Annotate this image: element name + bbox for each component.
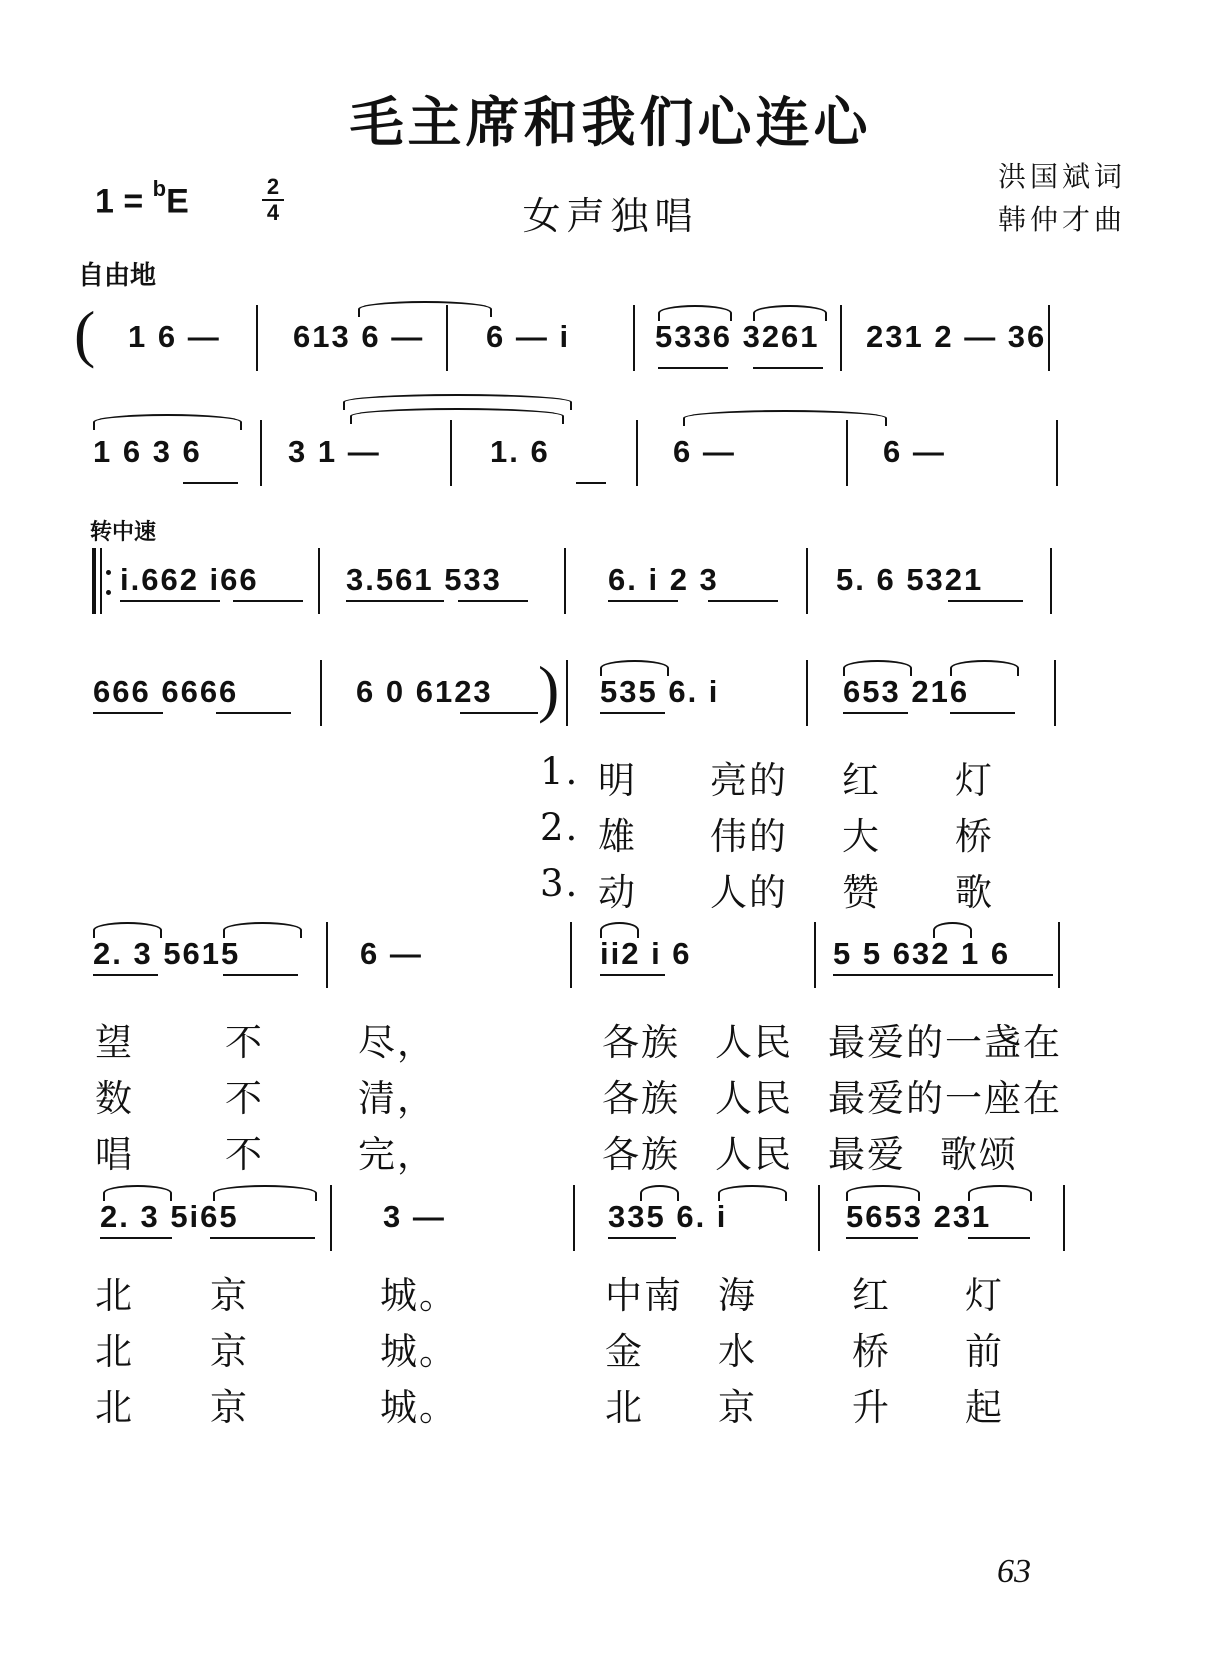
- tempo-mark-intro: 自由地: [78, 261, 157, 291]
- lyric-syllable: 不: [225, 1077, 264, 1120]
- lyric-syllable: 不: [225, 1021, 264, 1064]
- lyric-syllable: 明: [598, 759, 637, 802]
- repeat-dot: [106, 590, 111, 595]
- bar-line: [450, 420, 452, 486]
- lyric-syllable: 北: [95, 1386, 134, 1429]
- lyric-syllable: 灯: [965, 1274, 1004, 1317]
- lyric-syllable: 前: [965, 1330, 1004, 1373]
- bar-line: [1063, 1185, 1065, 1251]
- repeat-dot: [106, 570, 111, 575]
- bar-line: [840, 305, 842, 371]
- measure: 653 216: [843, 674, 970, 709]
- lyric-syllable: 3.: [540, 862, 580, 905]
- bar-line: [1056, 420, 1058, 486]
- bar-line: [564, 548, 566, 614]
- beam-underline: [608, 1237, 676, 1239]
- lyric-syllable: 歌: [955, 871, 994, 914]
- bar-line: [326, 922, 328, 988]
- lyric-syllable: 最爱: [828, 1133, 906, 1176]
- bar-line: [1058, 922, 1060, 988]
- measure: i.662 i66: [120, 562, 259, 597]
- lyric-syllable: 完，: [358, 1133, 436, 1176]
- beam-underline: [216, 712, 291, 714]
- measure: 2. 3 5i65: [100, 1199, 239, 1234]
- performance-type: 女声独唱: [522, 194, 699, 238]
- score-system-2: [88, 420, 1138, 494]
- beam-underline: [658, 367, 728, 369]
- measure: 6 — i: [486, 319, 571, 354]
- bar-line: [570, 922, 572, 988]
- beam-underline: [843, 712, 908, 714]
- beam-underline: [968, 1237, 1030, 1239]
- lyrics-block-1: [0, 750, 1221, 930]
- lyricist-credit: 洪国斌词: [997, 160, 1126, 193]
- score-system-1: [74, 298, 1138, 379]
- lyric-syllable: 红: [842, 759, 881, 802]
- lyric-syllable: 城。: [380, 1386, 458, 1429]
- measure: 3 1 —: [288, 434, 381, 469]
- time-signature: 2 4: [258, 175, 288, 225]
- bar-line: [573, 1185, 575, 1251]
- beam-underline: [233, 600, 303, 602]
- beam-underline: [460, 712, 538, 714]
- measure: ii2 i 6: [600, 936, 692, 971]
- measure: 6 —: [673, 434, 736, 469]
- lyric-syllable: 各族: [602, 1077, 680, 1120]
- measure: 6 0 6123: [356, 674, 493, 709]
- beam-underline: [846, 1237, 918, 1239]
- lyric-syllable: 大: [842, 815, 881, 858]
- bar-line: [633, 305, 635, 371]
- slur-arc: [350, 408, 564, 424]
- lyric-syllable: 人民: [715, 1077, 793, 1120]
- bar-line: [806, 548, 808, 614]
- beam-underline: [100, 1237, 172, 1239]
- lyric-syllable: 人民: [715, 1133, 793, 1176]
- lyric-syllable: 1.: [540, 750, 580, 793]
- measure: 5336 3261: [655, 319, 820, 354]
- beam-underline: [93, 974, 158, 976]
- beam-underline: [753, 367, 823, 369]
- lyric-syllable: 京: [210, 1330, 249, 1373]
- page-title: 毛主席和我们心连心: [349, 91, 872, 154]
- slur-arc: [718, 1185, 787, 1201]
- slur-arc: [683, 410, 887, 426]
- bar-line: [846, 420, 848, 486]
- lyric-syllable: 北: [605, 1386, 644, 1429]
- beam-underline: [576, 482, 606, 484]
- beam-underline: [950, 712, 1015, 714]
- measure: 1 6 3 6: [93, 434, 202, 469]
- measure: 5. 6 5321: [836, 562, 984, 597]
- bar-line: [566, 660, 568, 726]
- lyric-syllable: 不: [225, 1133, 264, 1176]
- beam-underline: [600, 712, 665, 714]
- bar-line: [320, 660, 322, 726]
- bar-line: [446, 305, 448, 371]
- measure: 3.561 533: [346, 562, 502, 597]
- score-system-6: [88, 1185, 1138, 1259]
- key-signature: 1 = $^b$E: [95, 176, 189, 221]
- measure: 5653 231: [846, 1199, 992, 1234]
- bar-line: [260, 420, 262, 486]
- measure: 2. 3 5615: [93, 936, 241, 971]
- tempo-mark-change: 转中速: [90, 520, 157, 545]
- slur-arc: [93, 414, 242, 430]
- bar-line: [100, 548, 102, 614]
- beam-underline: [120, 600, 220, 602]
- lyric-syllable: 中南: [605, 1274, 683, 1317]
- measure: 231 2 — 36: [866, 319, 1047, 354]
- composer-credit: 韩仲才曲: [997, 203, 1126, 236]
- lyrics-block-3: [0, 1265, 1221, 1445]
- bar-line: [814, 922, 816, 988]
- lyric-syllable: 亮的: [710, 759, 788, 802]
- beam-underline: [346, 600, 444, 602]
- bar-line: [256, 305, 258, 371]
- beam-underline: [708, 600, 778, 602]
- lyric-syllable: 2.: [540, 806, 580, 849]
- measure: 335 6. i: [608, 1199, 728, 1234]
- lyric-syllable: 清，: [358, 1077, 436, 1120]
- measure: 1 6 —: [128, 319, 221, 354]
- measure: 1. 6: [490, 434, 550, 469]
- measure: 666 6666: [93, 674, 239, 709]
- beam-underline: [458, 600, 528, 602]
- lyric-syllable: 望: [95, 1021, 134, 1064]
- bar-line: [1048, 305, 1050, 371]
- measure: 3 —: [383, 1199, 446, 1234]
- bar-line: [818, 1185, 820, 1251]
- page-number: 63: [997, 1553, 1031, 1590]
- measure: 535 6. i: [600, 674, 720, 709]
- bar-line: [1054, 660, 1056, 726]
- score-system-5: [88, 922, 1138, 996]
- beam-underline: [608, 600, 678, 602]
- lyric-syllable: 最爱的一盏在: [828, 1021, 1062, 1064]
- lyric-syllable: 北: [95, 1330, 134, 1373]
- bar-line: [318, 548, 320, 614]
- lyrics-block-2: [0, 1012, 1221, 1192]
- measure: 6 —: [883, 434, 946, 469]
- lyric-syllable: 水: [718, 1330, 757, 1373]
- score-system-4: 666 6666 6 0 6123 ) 535 6. i 653 216: [88, 660, 1138, 734]
- lyric-syllable: 最爱的一座在: [828, 1077, 1062, 1120]
- lyric-syllable: 赞: [842, 871, 881, 914]
- lyric-syllable: 歌颂: [940, 1133, 1018, 1176]
- lyric-syllable: 伟的: [710, 815, 788, 858]
- lyric-syllable: 唱: [95, 1133, 134, 1176]
- lyric-syllable: 京: [210, 1274, 249, 1317]
- beam-underline: [948, 600, 1023, 602]
- bar-line: [330, 1185, 332, 1251]
- beam-underline: [93, 712, 163, 714]
- bracket-open: (: [74, 298, 96, 369]
- lyric-syllable: 金: [605, 1330, 644, 1373]
- bar-line: [806, 660, 808, 726]
- lyric-syllable: 京: [718, 1386, 757, 1429]
- bar-line: [1050, 548, 1052, 614]
- lyric-syllable: 海: [718, 1274, 757, 1317]
- beam-underline: [223, 974, 298, 976]
- lyric-syllable: 北: [95, 1274, 134, 1317]
- bar-line: [92, 548, 96, 614]
- beam-underline: [183, 482, 238, 484]
- bar-line: [636, 420, 638, 486]
- lyric-syllable: 雄: [598, 815, 637, 858]
- lyric-syllable: 桥: [852, 1330, 891, 1373]
- lyric-syllable: 尽，: [358, 1021, 436, 1064]
- beam-underline: [600, 974, 665, 976]
- slur-arc: [358, 301, 492, 317]
- lyric-syllable: 动: [598, 871, 637, 914]
- lyric-syllable: 升: [852, 1386, 891, 1429]
- lyric-syllable: 起: [965, 1386, 1004, 1429]
- lyric-syllable: 人民: [715, 1021, 793, 1064]
- measure: 5 5 632 1 6: [833, 936, 1011, 971]
- beam-underline: [210, 1237, 315, 1239]
- lyric-syllable: 京: [210, 1386, 249, 1429]
- lyric-syllable: 数: [95, 1077, 134, 1120]
- lyric-syllable: 城。: [380, 1274, 458, 1317]
- measure: 6. i 2 3: [608, 562, 719, 597]
- beam-underline: [833, 974, 1053, 976]
- lyric-syllable: 桥: [955, 815, 994, 858]
- score-system-3: [88, 548, 1138, 622]
- lyric-syllable: 灯: [955, 759, 994, 802]
- lyric-syllable: 人的: [710, 871, 788, 914]
- lyric-syllable: 城。: [380, 1330, 458, 1373]
- measure: 6 —: [360, 936, 423, 971]
- lyric-syllable: 红: [852, 1274, 891, 1317]
- lyric-syllable: 各族: [602, 1133, 680, 1176]
- lyric-syllable: 各族: [602, 1021, 680, 1064]
- measure: 613 6 —: [293, 319, 425, 354]
